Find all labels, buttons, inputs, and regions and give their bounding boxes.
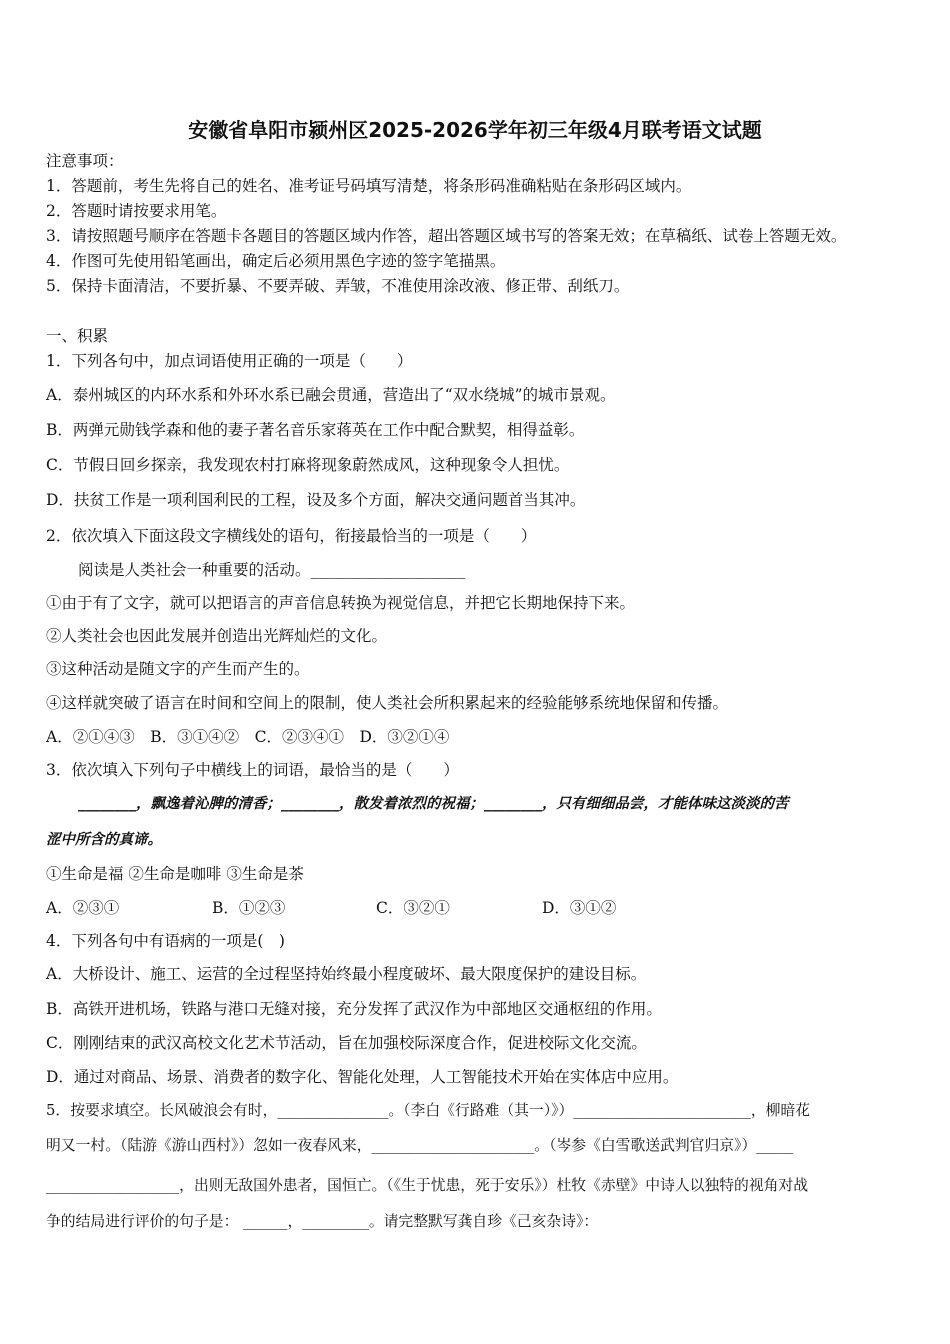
question-3-option-d: D．③①② — [542, 899, 617, 917]
question-3-option-c: C．③②① — [376, 899, 450, 917]
question-1-option-b: B．两弹元勋钱学森和他的妻子著名音乐家蒋英在工作中配合默契，相得益彰。 — [46, 421, 585, 439]
question-4-option-d: D．通过对商品、场景、消费者的数字化、智能化处理，人工智能技术开始在实体店中应用。 — [46, 1068, 679, 1086]
question-3-option-b: B．①②③ — [212, 899, 286, 917]
question-3-stem: 3．依次填入下列句子中横线上的词语，最恰当的是（ ） — [46, 761, 459, 779]
question-1-option-d: D．扶贫工作是一项利国利民的工程，设及多个方面，解决交通问题首当其冲。 — [46, 491, 586, 509]
question-1-stem: 1．下列各句中，加点词语使用正确的一项是（ ） — [46, 352, 413, 370]
question-1-option-a: A．泰州城区的内环水系和外环水系已融会贯通，营造出了“双水绕城”的城市景观。 — [46, 386, 616, 404]
notice-item: 1．答题前，考生先将自己的姓名、准考证号码填写清楚，将条形码准确粘贴在条形码区域内。 — [46, 177, 692, 195]
question-2-options: A．②①④③ B．③①④② C．②③④① D．③②①④ — [46, 728, 450, 746]
question-3-passage: ________，飘逸着沁脾的清香；________，散发着浓烈的祝福；________，只有细细品尝，才能体味这淡淡的苦 — [78, 795, 789, 812]
notice-item: 2．答题时请按要求用笔。 — [46, 202, 227, 220]
question-2-item: ②人类社会也因此发展并创造出光辉灿烂的文化。 — [46, 627, 388, 645]
question-1-option-c: C．节假日回乡探亲，我发现农村打麻将现象蔚然成风，这种现象令人担忧。 — [46, 456, 570, 474]
question-2-item: ③这种活动是随文字的产生而产生的。 — [46, 660, 310, 678]
question-5-line: 争的结局进行评价的句子是： ______，_________。请完整默写龚自珍《己亥杂诗》： — [46, 1213, 599, 1230]
question-3-option-a: A．②③① — [46, 899, 120, 917]
notice-heading: 注意事项： — [46, 152, 124, 170]
question-4-option-b: B．高铁开进机场，铁路与港口无缝对接，充分发挥了武汉作为中部地区交通枢纽的作用。 — [46, 1000, 662, 1018]
question-2-item: ④这样就突破了语言在时间和空间上的限制，使人类社会所积累起来的经验能够系统地保留和传播。 — [46, 694, 729, 712]
notice-item: 4．作图可先使用铅笔画出，确定后必须用黑色字迹的签字笔描黑。 — [46, 252, 506, 270]
question-2-passage: 阅读是人类社会一种重要的活动。____________________ — [78, 561, 466, 579]
page-title: 安徽省阜阳市颍州区2025-2026学年初三年级4月联考语文试题 — [188, 118, 762, 142]
question-5-line: __________________，出则无敌国外患者，国恒亡。（《生于忧患，死于安乐》）杜牧《赤壁》中诗人以独特的视角对战 — [46, 1177, 809, 1194]
question-5-line: 5．按要求填空。长风破浪会有时，_______________。（李白《行路难（其一）》）________________________，柳暗花 — [46, 1102, 811, 1119]
section-heading: 一、积累 — [46, 327, 109, 345]
notice-item: 3．请按照题号顺序在答题卡各题目的答题区域内作答，超出答题区域书写的答案无效；在草稿纸、试卷上答题无效。 — [46, 227, 847, 245]
question-4-option-a: A．大桥设计、施工、运营的全过程坚持始终最小程度破坏、最大限度保护的建设目标。 — [46, 965, 647, 983]
question-4-stem: 4．下列各句中有语病的一项是( ) — [46, 932, 285, 950]
question-5-line: 明又一村。（陆游《游山西村》）忽如一夜春风来，______________________。（岑参《白雪歌送武判官归京》）_____ — [46, 1137, 794, 1154]
question-3-items: ①生命是福 ②生命是咖啡 ③生命是茶 — [46, 865, 304, 883]
question-2-item: ①由于有了文字，就可以把语言的声音信息转换为视觉信息，并把它长期地保持下来。 — [46, 594, 636, 612]
question-4-option-c: C．刚刚结束的武汉高校文化艺术节活动，旨在加强校际深度合作，促进校际文化交流。 — [46, 1034, 647, 1052]
notice-item: 5．保持卡面清洁，不要折暴、不要弄破、弄皱，不准使用涂改液、修正带、刮纸刀。 — [46, 277, 630, 295]
question-2-stem: 2．依次填入下面这段文字横线处的语句，衔接最恰当的一项是（ ） — [46, 527, 537, 545]
question-3-passage: 涩中所含的真谛。 — [46, 831, 162, 848]
